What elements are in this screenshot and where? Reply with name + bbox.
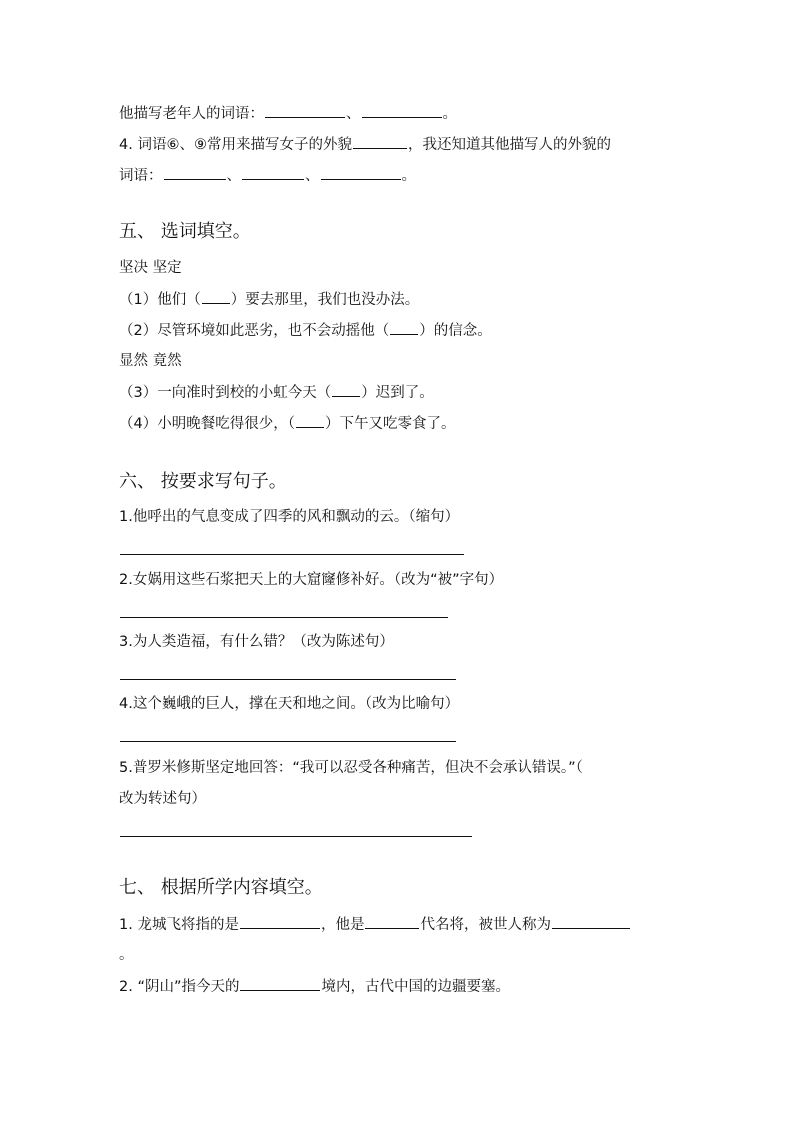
fill-blank[interactable] bbox=[353, 134, 407, 149]
s5-question-4 bbox=[119, 413, 455, 434]
s5-q3-text-a: （3）一向准时到校的小虹今天（ bbox=[119, 385, 332, 401]
s4-line2-text-b: ，我还知道其他描写人的外貌的 bbox=[407, 137, 611, 153]
s5-q2-text-a: （2）尽管环境如此恶劣，也不会动摇他（ bbox=[119, 323, 390, 339]
section-6-heading: 六、 按要求写句子。 bbox=[119, 471, 287, 492]
s4-line3-text-d: 。 bbox=[401, 168, 416, 184]
s5-q4-text-a: （4）小明晚餐吃得很少，（ bbox=[119, 416, 295, 432]
s6-question-2: 2.女娲用这些石浆把天上的大窟窿修补好。（改为“被”字句） bbox=[119, 572, 504, 588]
fill-blank[interactable] bbox=[202, 289, 230, 304]
s7-question-2 bbox=[119, 976, 510, 997]
fill-blank[interactable] bbox=[164, 165, 226, 180]
word-choice-group-2: 显然 竟然 bbox=[119, 353, 182, 369]
s5-question-2 bbox=[119, 320, 492, 341]
s7-q2-text-a: 2. “阴山”指今天的 bbox=[119, 979, 240, 995]
answer-line[interactable] bbox=[120, 741, 456, 742]
s5-question-1 bbox=[119, 289, 419, 310]
s5-question-3 bbox=[119, 382, 434, 403]
fill-blank[interactable] bbox=[240, 976, 320, 991]
s7-q2-text-b: 境内，古代中国的边疆要塞。 bbox=[321, 979, 510, 995]
s5-q3-text-b: ）迟到了。 bbox=[361, 385, 434, 401]
section-7-heading: 七、 根据所学内容填空。 bbox=[119, 877, 323, 898]
s4-line1-text-a: 他描写老年人的词语： bbox=[119, 106, 264, 122]
fill-blank[interactable] bbox=[362, 103, 442, 118]
s4-line3-text-c: 、 bbox=[305, 168, 320, 184]
s5-q4-text-b: ）下午又吃零食了。 bbox=[324, 416, 456, 432]
answer-line[interactable] bbox=[120, 554, 464, 555]
fill-blank[interactable] bbox=[265, 103, 345, 118]
s6-question-4: 4.这个巍峨的巨人，撑在天和地之间。（改为比喻句） bbox=[119, 696, 460, 712]
s4-line3-text-a: 词语： bbox=[119, 168, 163, 184]
s4-line1-text-c: 。 bbox=[442, 106, 457, 122]
fill-blank[interactable] bbox=[332, 382, 360, 397]
s4-line-3 bbox=[119, 165, 416, 186]
s4-line2-text-a: 4. 词语⑥、⑨常用来描写女子的外貌 bbox=[119, 137, 352, 153]
answer-line[interactable] bbox=[120, 836, 472, 837]
fill-blank[interactable] bbox=[296, 413, 324, 428]
word-choice-group-1: 坚决 坚定 bbox=[119, 260, 182, 276]
s6-question-1: 1.他呼出的气息变成了四季的风和飘动的云。（缩句） bbox=[119, 509, 460, 525]
s5-q2-text-b: ）的信念。 bbox=[419, 323, 492, 339]
s4-line-1 bbox=[119, 103, 457, 124]
s6-question-5-line-1: 5.普罗米修斯坚定地回答：“我可以忍受各种痛苦，但决不会承认错误。”（ bbox=[119, 760, 583, 776]
s7-q1-text-c: 代名将，被世人称为 bbox=[420, 917, 551, 933]
s7-q1-text-b: ，他是 bbox=[320, 917, 365, 933]
fill-blank[interactable] bbox=[240, 914, 320, 929]
fill-blank[interactable] bbox=[242, 165, 304, 180]
s5-q1-text-a: （1）他们（ bbox=[119, 292, 201, 308]
fill-blank[interactable] bbox=[552, 914, 630, 929]
fill-blank[interactable] bbox=[390, 320, 418, 335]
section-5-heading: 五、 选词填空。 bbox=[119, 221, 251, 242]
answer-line[interactable] bbox=[120, 617, 448, 618]
fill-blank[interactable] bbox=[365, 914, 419, 929]
s7-q1-text-a: 1. 龙城飞将指的是 bbox=[119, 917, 239, 933]
s7-question-1 bbox=[119, 914, 631, 935]
s7-question-1-end: 。 bbox=[119, 947, 134, 963]
s4-line1-text-b: 、 bbox=[346, 106, 361, 122]
s4-line-2 bbox=[119, 134, 611, 155]
answer-line[interactable] bbox=[120, 679, 456, 680]
s6-question-5-line-2: 改为转述句） bbox=[119, 791, 206, 807]
fill-blank[interactable] bbox=[321, 165, 401, 180]
s6-question-3: 3.为人类造福，有什么错？（改为陈述句） bbox=[119, 634, 394, 650]
s4-line3-text-b: 、 bbox=[226, 168, 241, 184]
s5-q1-text-b: ）要去那里，我们也没办法。 bbox=[230, 292, 420, 308]
